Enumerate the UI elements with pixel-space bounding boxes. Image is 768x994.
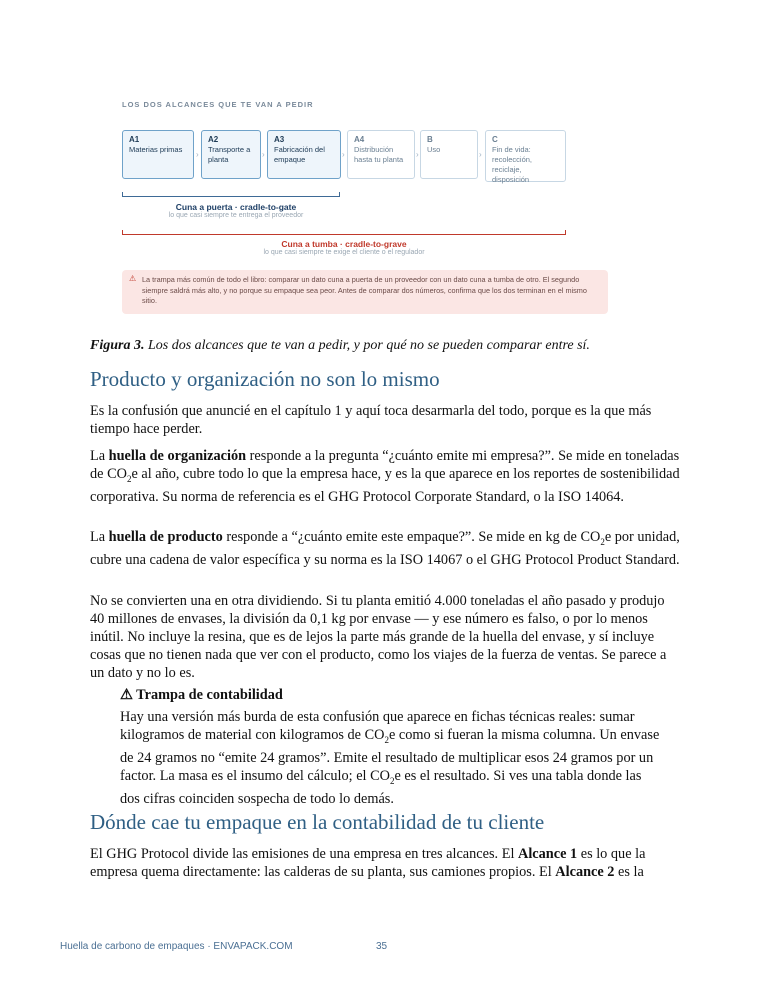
stage-a3 — [267, 130, 341, 179]
warning-icon: ⚠ — [129, 274, 137, 283]
figure-title: LOS DOS ALCANCES QUE TE VAN A PEDIR — [122, 100, 314, 109]
bold-term: Alcance 1 — [518, 846, 578, 862]
bold-term: huella de organización — [108, 448, 247, 464]
bold-term: Alcance 2 — [555, 864, 615, 880]
stage-a4 — [347, 130, 415, 179]
stage-a2 — [201, 130, 261, 179]
arrow-icon: › — [479, 150, 482, 159]
stage-a1 — [122, 130, 194, 179]
stage-label: Materias primas — [129, 145, 183, 154]
callout-title: ⚠ Trampa de contabilidad — [120, 687, 283, 703]
grave-bracket — [122, 230, 566, 235]
stage-code: A3 — [274, 135, 285, 144]
paragraph: No se convierten una en otra dividiendo. Si tu planta emitió 4.000 toneladas el año pasado y produjo 40 millones de envases, la división da 0,1 kg por envase — y ese número es falso, o por lo menos inútil. No incluye la resina, que es de lejos la parte más grande de la huella del envase, y sí incluye cosas que no tienen nada que ver con el producto, como los viajes de la fuerza de ventas. Se parece a un dato y no lo es. — [90, 593, 667, 681]
bold-term: huella de producto — [108, 529, 223, 545]
stage-code: A1 — [129, 135, 140, 144]
section-heading: Dónde cae tu empaque en la contabilidad de tu cliente — [90, 810, 545, 834]
grave-sub: lo que casi siempre te exige el cliente o el regulador — [263, 249, 425, 256]
paragraph: La huella de producto responde a “¿cuánto emite este empaque?”. Se mide en kg de $CO_2e$ por unidad, cubre una cadena de valor específica y su norma es la ISO 14067 o el GHG Protocol Product Standard. — [90, 529, 680, 568]
figure-caption — [90, 338, 690, 354]
grave-label: Cuna a tumba · cradle-to-grave — [281, 239, 407, 249]
stage-b — [420, 130, 478, 179]
stage-label: Uso — [427, 145, 441, 154]
arrow-icon: › — [416, 150, 419, 159]
gate-bracket — [122, 192, 340, 197]
section-heading: Producto y organización no son lo mismo — [90, 367, 440, 391]
stage-code: B — [427, 135, 433, 144]
caption-label: Figura 3. — [90, 338, 145, 353]
scopes-figure — [118, 96, 612, 316]
accounting-trap-callout — [120, 686, 660, 808]
page-number: 35 — [376, 941, 388, 952]
callout-text: Hay una versión más burda de esta confusión que aparece en fichas técnicas reales: sumar kilogramos de material con kilogramos de $CO_2e$ como si fueran la misma columna. Un envase de 24 gramos no “emite 24 gramos”. Emite el resultado de multiplicar esos 24 gramos por un factor. La masa es el insumo del cálculo; el $CO_2e$ es el resultado. Si ves una tabla donde las dos cifras coinciden sospecha de todo lo demás. — [120, 709, 660, 807]
paragraph: La huella de organización responde a la pregunta “¿cuánto emite mi empresa?”. Se mide en toneladas de $CO_2e$ al año, cubre todo lo que la empresa hace, y es la que aparece en los reportes de sostenibilidad corporativa. Su norma de referencia es el GHG Protocol Corporate Standard, o la ISO 14064. — [90, 448, 680, 505]
arrow-icon: › — [342, 150, 345, 159]
paragraph: Es la confusión que anuncié en el capítulo 1 y aquí toca desarmarla del todo, porque es la que más tiempo hace perder. — [90, 403, 652, 437]
gate-sub: lo que casi siempre te entrega el proveedor — [168, 212, 304, 219]
warning-text: La trampa más común de todo el libro: comparar un dato cuna a puerta de un proveedor con un dato cuna a tumba de otro. El segundo siempre saldrá más alto, y no porque su empaque sea peor. Antes de comparar dos números, confirma que los dos terminan en el mismo sitio. — [142, 275, 587, 305]
stage-c — [485, 130, 566, 182]
arrow-icon: › — [262, 150, 265, 159]
warning-box — [122, 270, 608, 314]
stage-code: A2 — [208, 135, 219, 144]
gate-label: Cuna a puerta · cradle-to-gate — [175, 202, 297, 212]
stage-label: Fabricación del empaque — [274, 145, 325, 164]
arrow-icon: › — [196, 150, 199, 159]
stage-label: Distribución hasta tu planta — [354, 145, 404, 164]
stage-code: A4 — [354, 135, 365, 144]
stage-code: C — [492, 135, 498, 144]
paragraph: El GHG Protocol divide las emisiones de una empresa en tres alcances. El Alcance 1 es lo que la empresa quema directamente: las calderas de su planta, sus camiones propios. El Alcance 2 es la — [90, 846, 646, 880]
stage-label: Fin de vida: recolección, reciclaje, disposición — [492, 145, 533, 184]
footer-text: Huella de carbono de empaques · ENVAPACK.COM — [60, 941, 293, 952]
stage-label: Transporte a planta — [208, 145, 251, 164]
caption-text: Los dos alcances que te van a pedir, y por qué no se pueden comparar entre sí. — [147, 338, 590, 353]
